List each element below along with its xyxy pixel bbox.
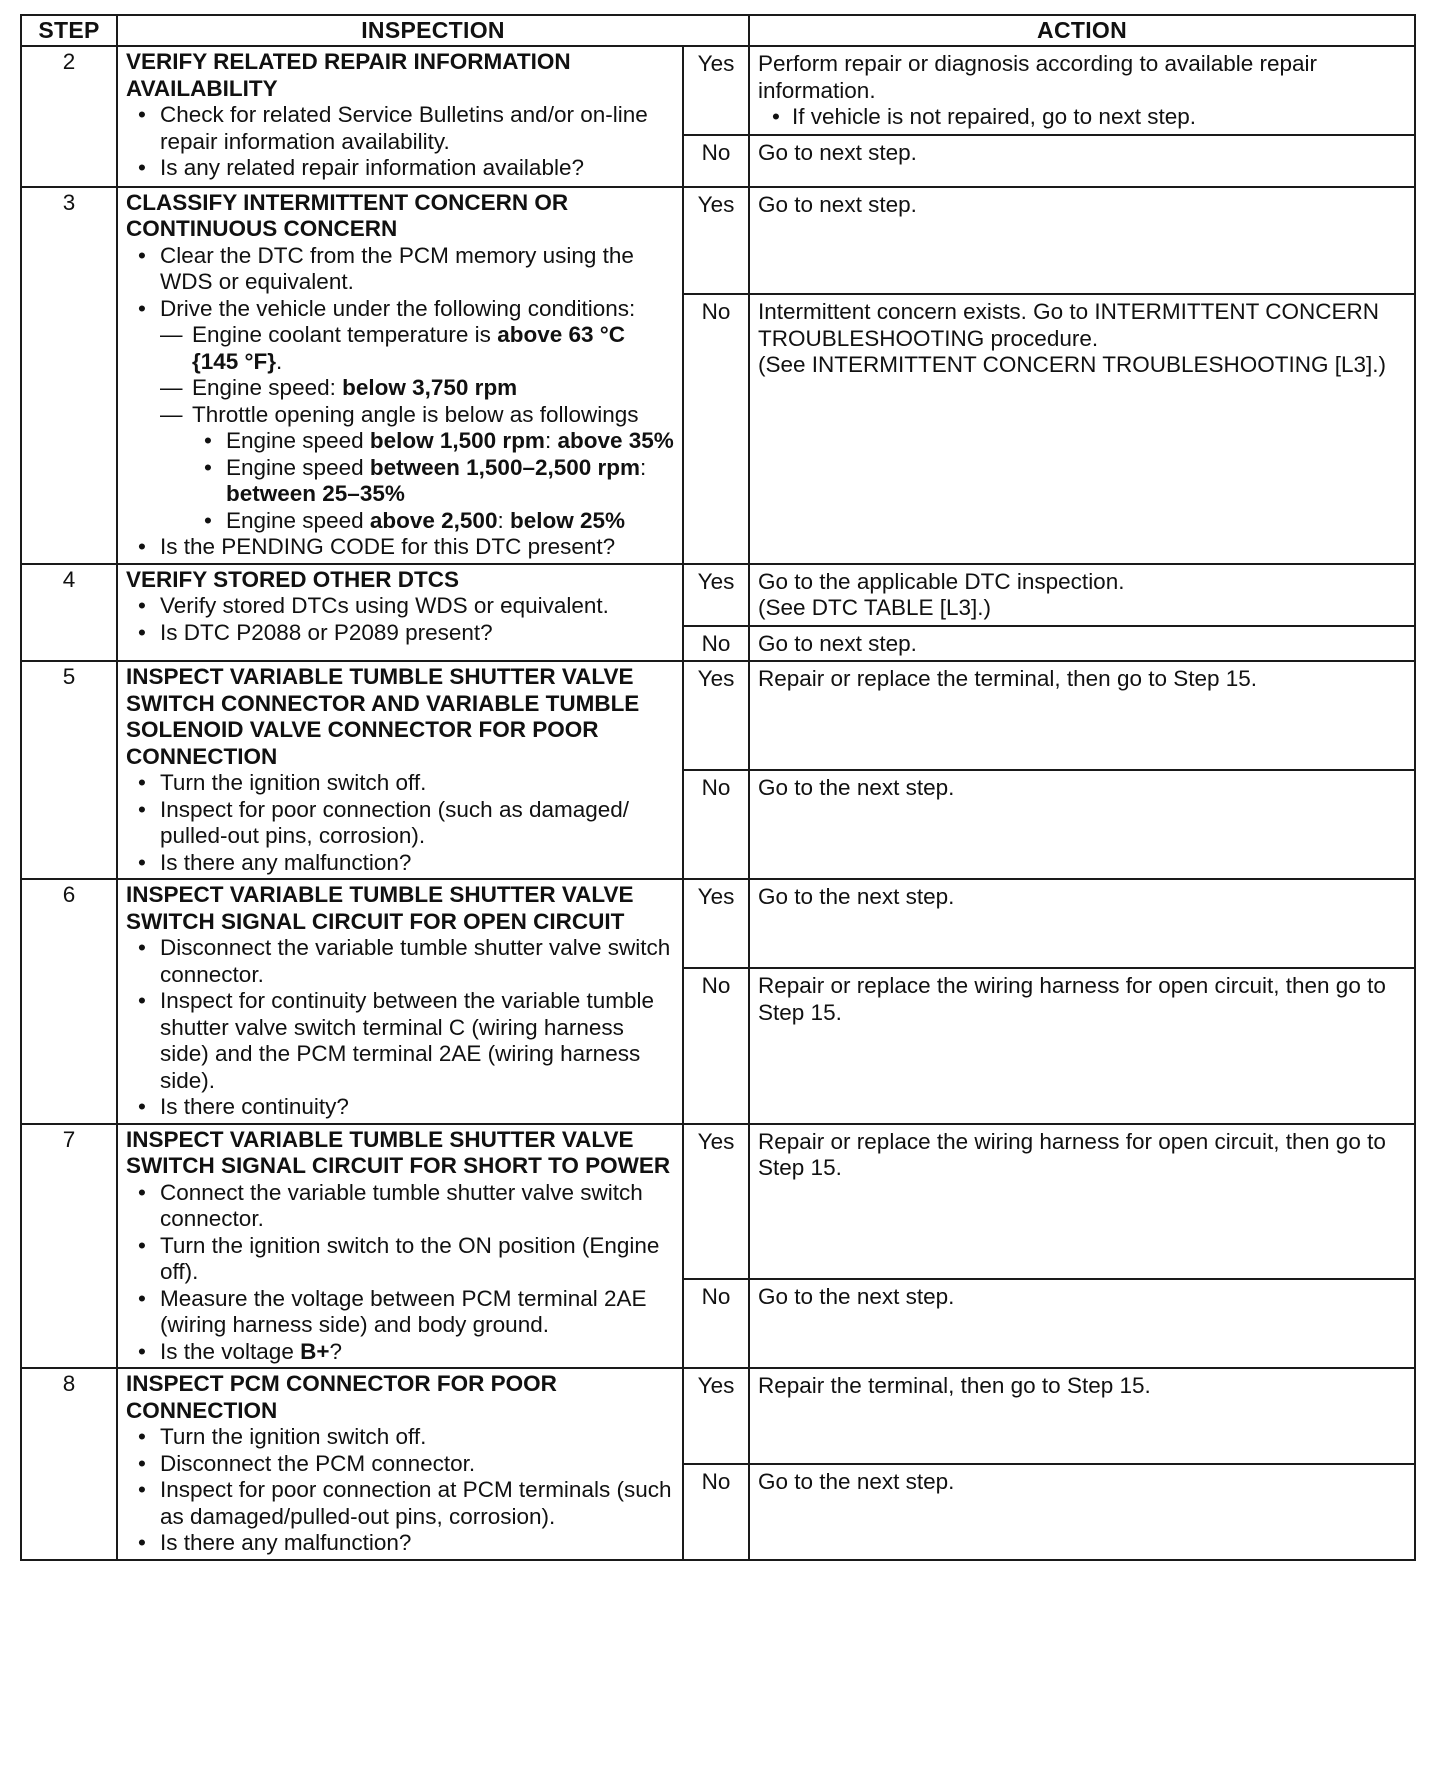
inspection-bullet: • Is the PENDING CODE for this DTC present? — [160, 534, 676, 561]
inspection-cell — [117, 1368, 683, 1560]
inspection-bullet: • Inspect for poor connection (such as damaged/ pulled-out pins, corrosion). — [160, 797, 676, 850]
diagnostic-table — [20, 14, 1416, 1561]
no-action: Repair or replace the wiring harness for open circuit, then go to Step 15. — [749, 968, 1415, 1123]
yes-action-reference: (See DTC TABLE [L3].) — [758, 595, 992, 620]
no-action: Go to next step. — [749, 135, 1415, 187]
condition-subitem: • Engine speed between 1,500–2,500 rpm: between 25–35% — [226, 455, 676, 508]
condition-subitem: • Engine speed above 2,500: below 25% — [226, 508, 676, 535]
table-row — [21, 879, 1415, 968]
table-row — [21, 661, 1415, 770]
condition-item: — Throttle opening angle is below as followings • Engine speed below 1,500 rpm: above 35% • Engine speed between 1,500–2,500 rpm: between 25–35% • Engine speed above 2,500: below 25% — [192, 402, 676, 535]
yes-label: Yes — [683, 187, 749, 295]
table-row — [21, 187, 1415, 295]
step-number: 4 — [21, 564, 117, 662]
yes-action: Repair the terminal, then go to Step 15. — [749, 1368, 1415, 1464]
yes-action-text: Perform repair or diagnosis according to available repair information. — [758, 51, 1318, 103]
no-label: No — [683, 294, 749, 563]
table-row — [21, 46, 1415, 135]
no-label: No — [683, 1464, 749, 1560]
table-row — [21, 1124, 1415, 1279]
inspection-bullet: • Inspect for poor connection at PCM terminals (such as damaged/pulled-out pins, corrosion). — [160, 1477, 676, 1530]
yes-action: Repair or replace the terminal, then go to Step 15. — [749, 661, 1415, 770]
table-row — [21, 564, 1415, 626]
no-label: No — [683, 1279, 749, 1368]
no-action: Go to next step. — [749, 626, 1415, 662]
inspection-title: CLASSIFY INTERMITTENT CONCERN OR CONTINUOUS CONCERN — [126, 189, 569, 241]
inspection-bullet: • Connect the variable tumble shutter valve switch connector. — [160, 1180, 676, 1233]
inspection-cell — [117, 661, 683, 879]
yes-action — [749, 46, 1415, 135]
condition-item: — Engine coolant temperature is above 63 °C {145 °F}. — [192, 322, 676, 375]
step-number: 5 — [21, 661, 117, 879]
inspection-bullet: • Is there any malfunction? — [160, 850, 676, 877]
no-action — [749, 294, 1415, 563]
no-label: No — [683, 135, 749, 187]
inspection-bullet-text: Drive the vehicle under the following conditions: — [160, 295, 636, 321]
inspection-bullet: • Clear the DTC from the PCM memory using the WDS or equivalent. — [160, 243, 676, 296]
table-row — [21, 1368, 1415, 1464]
no-label: No — [683, 770, 749, 879]
no-label: No — [683, 968, 749, 1123]
inspection-title: INSPECT VARIABLE TUMBLE SHUTTER VALVE SWITCH CONNECTOR AND VARIABLE TUMBLE SOLENOID VALVE CONNECTOR FOR POOR CONNECTION — [126, 664, 640, 769]
inspection-bullet: • Turn the ignition switch off. — [160, 1424, 676, 1451]
inspection-bullet: • Measure the voltage between PCM terminal 2AE (wiring harness side) and body ground. — [160, 1286, 676, 1339]
header-inspection: INSPECTION — [117, 15, 749, 46]
inspection-title: VERIFY RELATED REPAIR INFORMATION AVAILABILITY — [126, 49, 571, 101]
yes-action: Go to next step. — [749, 187, 1415, 295]
step-number: 7 — [21, 1124, 117, 1369]
inspection-bullet: • Verify stored DTCs using WDS or equivalent. — [160, 593, 676, 620]
inspection-bullet: • Turn the ignition switch off. — [160, 770, 676, 797]
no-action-text: Intermittent concern exists. Go to INTERMITTENT CONCERN TROUBLESHOOTING procedure. — [758, 299, 1379, 351]
inspection-bullet: • Is the voltage B+? — [160, 1339, 676, 1366]
no-action: Go to the next step. — [749, 1279, 1415, 1368]
inspection-bullet: • Disconnect the variable tumble shutter valve switch connector. — [160, 935, 676, 988]
yes-action — [749, 564, 1415, 626]
inspection-title: INSPECT VARIABLE TUMBLE SHUTTER VALVE SWITCH SIGNAL CIRCUIT FOR SHORT TO POWER — [126, 1126, 671, 1178]
yes-action-bullet: • If vehicle is not repaired, go to next step. — [792, 104, 1408, 131]
table-header-row — [21, 15, 1415, 46]
inspection-cell — [117, 1124, 683, 1369]
yes-label: Yes — [683, 46, 749, 135]
yes-label: Yes — [683, 1368, 749, 1464]
inspection-title: INSPECT VARIABLE TUMBLE SHUTTER VALVE SWITCH SIGNAL CIRCUIT FOR OPEN CIRCUIT — [126, 882, 634, 934]
yes-action-text: Go to the applicable DTC inspection. — [758, 568, 1125, 594]
inspection-bullet: • Disconnect the PCM connector. — [160, 1451, 676, 1478]
inspection-bullet — [160, 296, 676, 535]
header-step: STEP — [21, 15, 117, 46]
yes-action: Repair or replace the wiring harness for open circuit, then go to Step 15. — [749, 1124, 1415, 1279]
inspection-bullet: • Is DTC P2088 or P2089 present? — [160, 620, 676, 647]
no-action-reference: (See INTERMITTENT CONCERN TROUBLESHOOTING [L3].) — [758, 352, 1387, 378]
inspection-cell — [117, 187, 683, 564]
yes-label: Yes — [683, 661, 749, 770]
condition-subitem: • Engine speed below 1,500 rpm: above 35% — [226, 428, 676, 455]
header-action: ACTION — [749, 15, 1415, 46]
yes-action: Go to the next step. — [749, 879, 1415, 968]
inspection-bullet: • Check for related Service Bulletins and/or on-line repair information availability. — [160, 102, 676, 155]
inspection-bullet: • Is there any malfunction? — [160, 1530, 676, 1557]
no-action: Go to the next step. — [749, 770, 1415, 879]
no-label: No — [683, 626, 749, 662]
step-number: 8 — [21, 1368, 117, 1560]
yes-label: Yes — [683, 879, 749, 968]
inspection-title: VERIFY STORED OTHER DTCS — [126, 566, 459, 592]
inspection-cell — [117, 46, 683, 187]
diagnostic-procedure-sheet — [20, 14, 1414, 1561]
inspection-bullet: • Is there continuity? — [160, 1094, 676, 1121]
step-number: 6 — [21, 879, 117, 1124]
inspection-bullet: • Inspect for continuity between the variable tumble shutter valve switch terminal C (wiring harness side) and the PCM terminal 2AE (wiring harness side). — [160, 988, 676, 1094]
inspection-cell — [117, 564, 683, 662]
inspection-title: INSPECT PCM CONNECTOR FOR POOR CONNECTION — [126, 1371, 557, 1423]
yes-label: Yes — [683, 564, 749, 626]
step-number: 3 — [21, 187, 117, 564]
yes-label: Yes — [683, 1124, 749, 1279]
condition-item: — Engine speed: below 3,750 rpm — [192, 375, 676, 402]
step-number: 2 — [21, 46, 117, 187]
inspection-bullet: • Is any related repair information available? — [160, 155, 676, 182]
no-action: Go to the next step. — [749, 1464, 1415, 1560]
inspection-bullet: • Turn the ignition switch to the ON position (Engine off). — [160, 1233, 676, 1286]
inspection-cell — [117, 879, 683, 1124]
